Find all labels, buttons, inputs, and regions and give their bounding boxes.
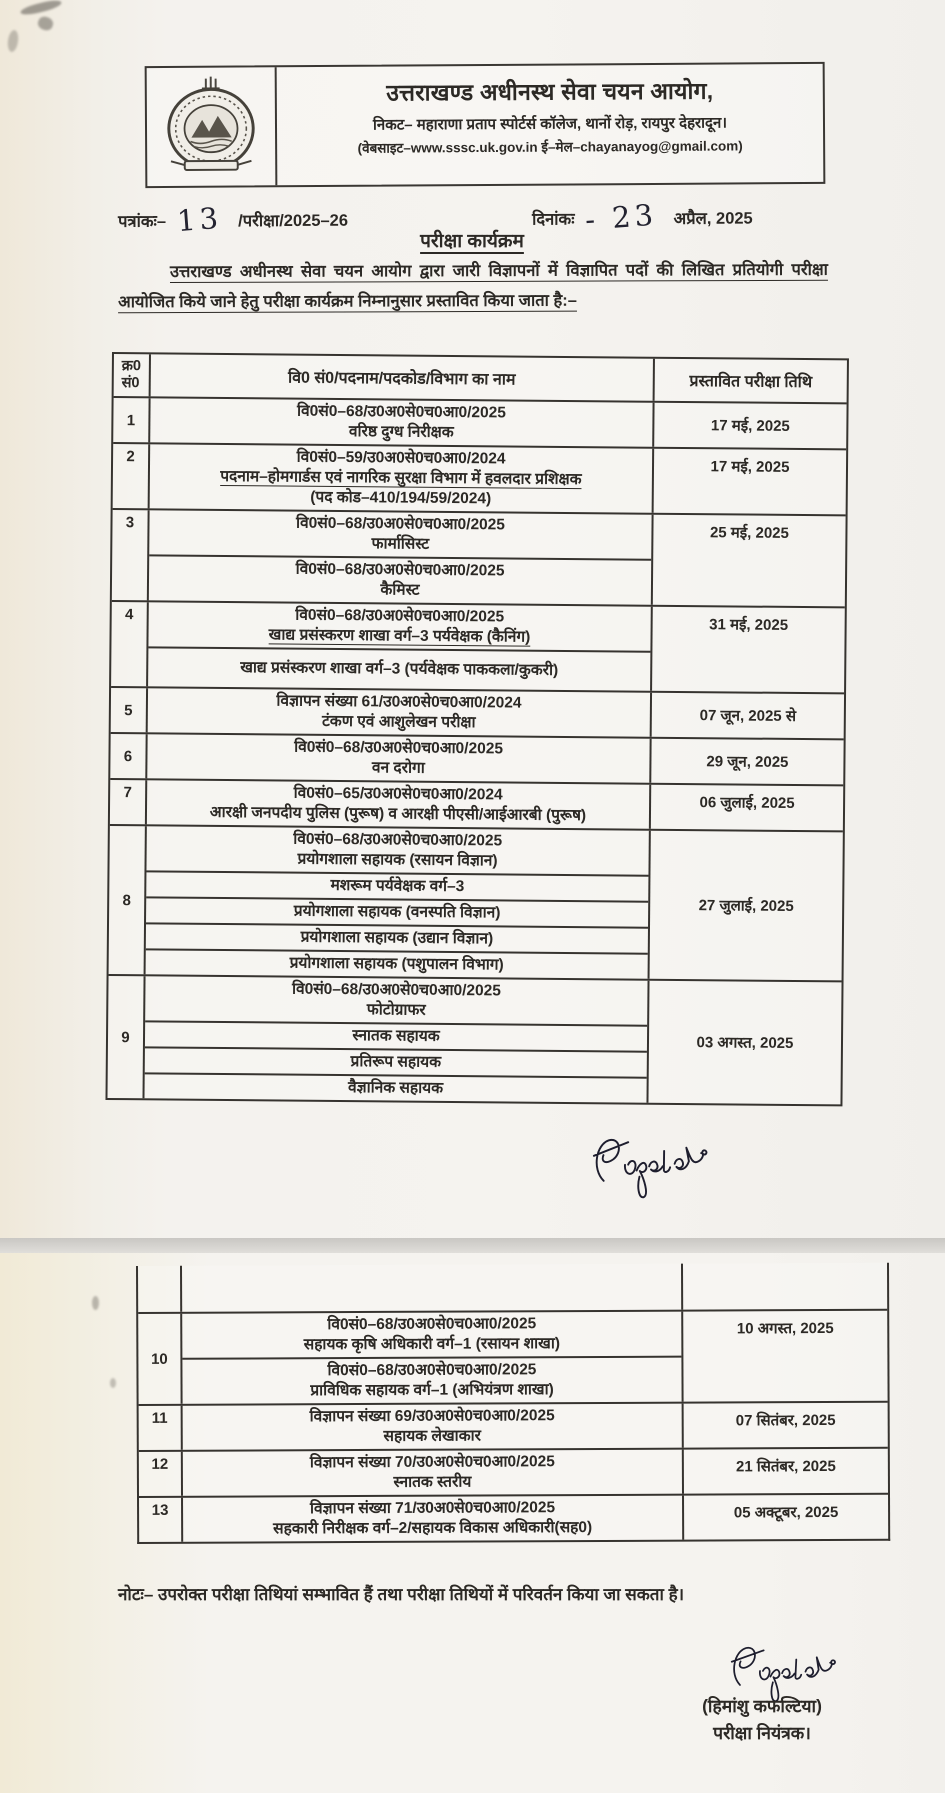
post-name: प्रयोगशाला सहायक (रसायन विज्ञान)	[297, 850, 498, 870]
exam-date: 25 मई, 2025	[709, 524, 789, 542]
letterhead	[145, 62, 826, 188]
post-name: आरक्षी जनपदीय पुलिस (पुरूष) व आरक्षी पीएसी/आईआरबी (पुरूष)	[209, 803, 587, 825]
exam-date: 17 मई, 2025	[710, 458, 790, 476]
row-serial: 5	[111, 688, 148, 732]
letterhead-text	[277, 64, 824, 185]
advert-number: विज्ञापन संख्या 71/उ0अ0से0च0आ0/2025	[309, 1499, 556, 1518]
advert-number: वि0सं0–65/उ0अ0से0च0आ0/2024	[293, 784, 503, 804]
post-name: सहायक कृषि अधिकारी वर्ग–1 (रसायन शाखा)	[303, 1335, 561, 1354]
advert-number: वि0सं0–68/उ0अ0से0च0आ0/2025	[291, 980, 501, 1000]
post-name: स्नातक सहायक	[352, 1027, 440, 1045]
post-name: फोटोग्राफर	[366, 1001, 426, 1019]
post-name: वन दरोगा	[371, 759, 425, 777]
signature-scribble	[583, 1124, 716, 1205]
exam-date: 21 सितंबर, 2025	[735, 1457, 836, 1476]
table-row	[113, 396, 846, 448]
post-name: प्रयोगशाला सहायक (वनस्पति विज्ञान)	[293, 902, 501, 922]
row-serial: 12	[139, 1452, 183, 1496]
exam-date: 06 जुलाई, 2025	[699, 794, 795, 812]
table-row	[138, 1309, 887, 1404]
letter-number-suffix: /परीक्षा/2025–26	[238, 211, 349, 231]
exam-date: 07 जून, 2025 से	[699, 707, 797, 725]
post-name: टंकण एवं आशुलेखन परीक्षा	[321, 712, 476, 732]
exam-date: 17 मई, 2025	[710, 417, 790, 435]
date-suffix: अप्रैल, 2025	[673, 209, 753, 228]
post-name: पदनाम–होमगार्डस एवं नागरिक सुरक्षा विभाग में हवलदार प्रशिक्षक	[220, 467, 582, 489]
advert-number: वि0सं0–68/उ0अ0से0च0आ0/2025	[327, 1361, 537, 1380]
table-row	[139, 1401, 888, 1450]
signatory-name: (हिमांशु कफल्टिया)	[702, 1696, 822, 1716]
table-row	[112, 508, 846, 606]
row-serial: 1	[113, 398, 150, 442]
organization-contact: (वेबसाइट–www.sssc.uk.gov.in ई–मेल–chayanayog@gmail.com)	[357, 138, 743, 156]
letter-number-label: पत्रांकः–	[118, 212, 167, 231]
exam-date: 03 अगस्त, 2025	[696, 1034, 794, 1052]
advert-number: वि0सं0–68/उ0अ0से0च0आ0/2025	[296, 402, 507, 422]
header-serial: क्र0 सं0	[114, 354, 151, 396]
post-name: सहायक लेखाकार	[383, 1427, 481, 1445]
row-serial: 3	[112, 510, 150, 600]
advert-number: वि0सं0–68/उ0अ0से0च0आ0/2025	[294, 738, 504, 758]
signatory-designation: परीक्षा नियंत्रक।	[713, 1723, 811, 1743]
organization-name: उत्तराखण्ड अधीनस्थ सेवा चयन आयोग,	[386, 77, 714, 106]
advert-number: वि0सं0–68/उ0अ0से0च0आ0/2025	[295, 560, 505, 580]
row-serial: 7	[110, 780, 147, 824]
exam-schedule-table-page2	[136, 1263, 890, 1544]
row-serial: 10	[138, 1314, 182, 1404]
table-row	[109, 824, 843, 980]
post-name: स्नातक स्तरीय	[393, 1473, 472, 1491]
table-row	[107, 974, 841, 1104]
table-row	[139, 1447, 888, 1496]
advert-number: वि0सं0–68/उ0अ0से0च0आ0/2025	[327, 1315, 537, 1334]
exam-date: 31 मई, 2025	[709, 616, 789, 634]
row-serial: 9	[107, 976, 145, 1098]
advert-number: वि0सं0–59/उ0अ0से0च0आ0/2024	[296, 448, 506, 468]
post-name: सहकारी निरीक्षक वर्ग–2/सहायक विकास अधिकारी(सह0)	[273, 1519, 593, 1538]
post-name: प्रयोगशाला सहायक (उद्यान विज्ञान)	[300, 928, 494, 948]
post-name: प्रयोगशाला सहायक (पशुपालन विभाग)	[289, 954, 504, 974]
exam-schedule-table-page1	[105, 352, 848, 1106]
document-title: परीक्षा कार्यक्रम	[420, 231, 524, 252]
table-row	[110, 732, 843, 784]
post-name: मशरूम पर्यवेक्षक वर्ग–3	[330, 876, 465, 896]
table-row	[110, 778, 843, 830]
table-row	[111, 600, 845, 692]
commission-seal-icon	[147, 67, 278, 186]
handwritten-letter-number: 13	[175, 200, 223, 239]
post-name: खाद्य प्रसंस्करण शाखा वर्ग–3 पर्यवेक्षक (कैनिंग)	[268, 626, 531, 646]
table-row	[111, 686, 844, 738]
organization-address: निकट– महाराणा प्रताप स्पोर्टर्स कॉलेज, थानों रोड़, रायपुर देहरादून।	[372, 114, 728, 134]
table-header-row	[114, 354, 847, 402]
scan-artifact	[92, 1296, 99, 1310]
exam-date: 07 सितंबर, 2025	[735, 1411, 836, 1430]
row-serial: 13	[139, 1498, 183, 1542]
post-name: प्राविधिक सहायक वर्ग–1 (अभियंत्रण शाखा)	[310, 1381, 554, 1400]
row-serial: 4	[111, 602, 149, 686]
post-name: वैज्ञानिक सहायक	[348, 1079, 444, 1097]
row-serial: 8	[109, 826, 147, 974]
date-label: दिनांकः	[532, 210, 575, 229]
row-serial: 6	[110, 734, 147, 778]
reference-line	[118, 186, 826, 239]
advert-number: वि0सं0–68/उ0अ0से0च0आ0/2025	[295, 514, 506, 534]
row-serial: 11	[139, 1406, 183, 1450]
row-serial: 2	[113, 444, 151, 508]
exam-date: 10 अगस्त, 2025	[736, 1319, 834, 1338]
signatory-block	[622, 1693, 902, 1747]
advert-number: वि0सं0–68/उ0अ0से0च0आ0/2025	[295, 606, 505, 626]
footnote: नोटः– उपरोक्त परीक्षा तिथियां सम्भावित हैं तथा परीक्षा तिथियों में परिवर्तन किया जा सकता है।	[118, 1585, 685, 1604]
exam-date: 27 जुलाई, 2025	[698, 897, 794, 915]
advert-number: वि0सं0–68/उ0अ0से0च0आ0/2025	[293, 830, 503, 850]
advert-number: विज्ञापन संख्या 61/उ0अ0से0च0आ0/2024	[276, 692, 522, 712]
post-name: वरिष्ठ दुग्ध निरीक्षक	[348, 423, 454, 441]
post-name: फार्मासिस्ट	[371, 535, 430, 553]
intro-paragraph: उत्तराखण्ड अधीनस्थ सेवा चयन आयोग द्वारा जारी विज्ञापनों में विज्ञापित पदों की लिखित प्रतियोगी परीक्षा आयोजित किये जाने हेतु परीक्षा कार्यक्रम निम्नानुसार प्रस्तावित किया जाता है:–	[118, 260, 828, 312]
table-row	[113, 442, 847, 514]
advert-number: विज्ञापन संख्या 69/उ0अ0से0च0आ0/2025	[309, 1407, 555, 1426]
exam-date: 05 अक्टूबर, 2025	[733, 1503, 839, 1522]
post-name: खाद्य प्रसंस्करण शाखा वर्ग–3 (पर्यवेक्षक पाककला/कुकरी)	[240, 659, 559, 679]
header-post: वि0 सं0/पदनाम/पदकोड/विभाग का नाम	[151, 354, 655, 400]
advert-number: विज्ञापन संख्या 70/उ0अ0से0च0आ0/2025	[309, 1453, 555, 1472]
header-date: प्रस्तावित परीक्षा तिथि	[689, 373, 813, 392]
post-code: (पद कोड–410/194/59/2024)	[310, 488, 492, 508]
exam-date: 29 जून, 2025	[706, 753, 789, 771]
post-name: कैमिस्ट	[380, 581, 420, 599]
page-break-band	[0, 1238, 945, 1253]
post-name: प्रतिरूप सहायक	[350, 1053, 442, 1071]
handwritten-date: - 23	[583, 197, 659, 237]
scan-artifact	[110, 1378, 116, 1388]
table-row	[139, 1493, 888, 1542]
table-continuation-stub	[138, 1263, 887, 1312]
